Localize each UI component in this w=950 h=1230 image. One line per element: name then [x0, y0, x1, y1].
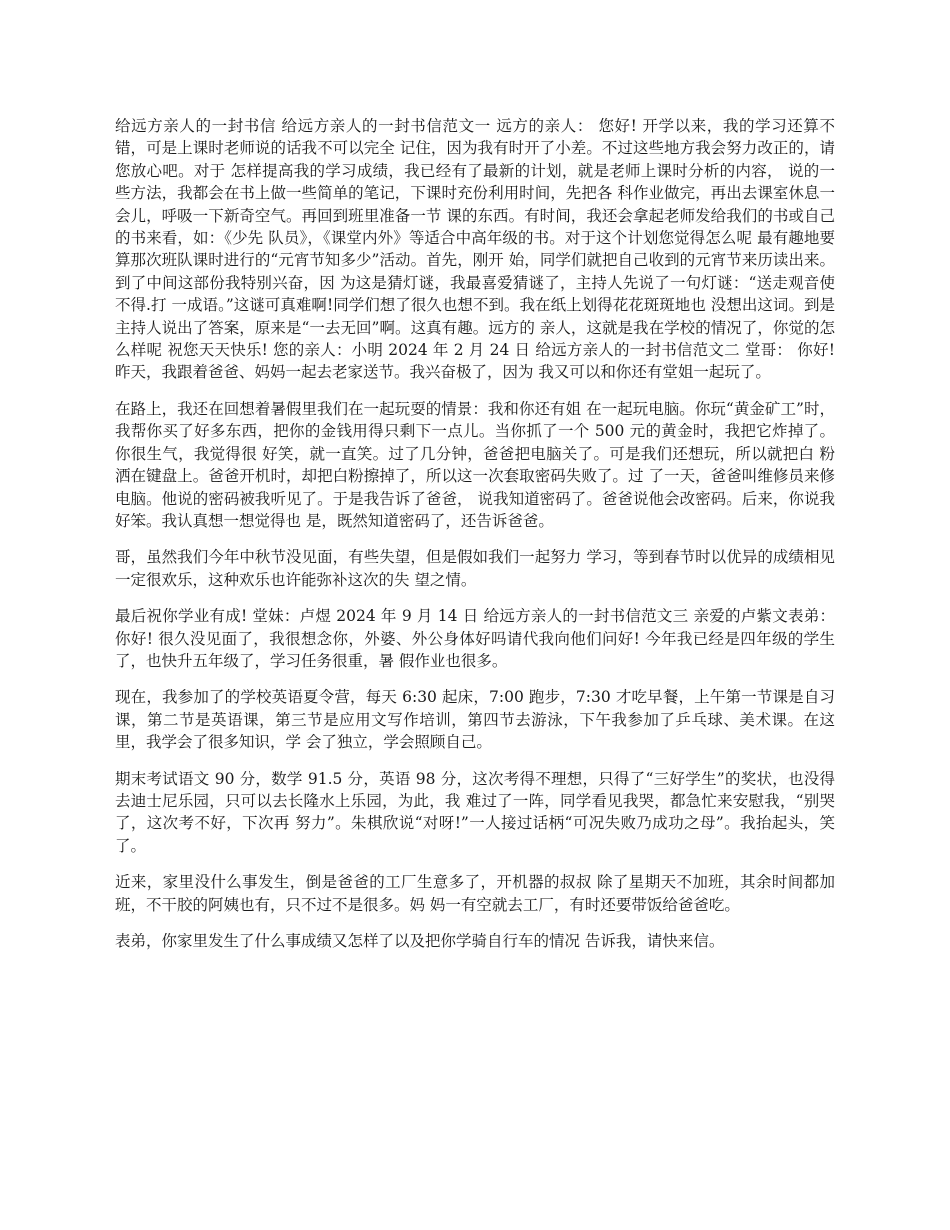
paragraph: 表弟，你家里发生了什么事成绩又怎样了以及把你学骑自行车的情况 告诉我，请快来信。	[115, 932, 725, 950]
paragraph: 现在，我参加了的学校英语夏令营，每天 6:30 起床，7:00 跑步，7:30 才吃早餐，上午第一节课是自习课，第二节是英语课，第三节是应用文写作培训，第四节去游泳，下午我参加了乒乓球、美术课。在这里，我学会了很多知识，学 会了独立，学会照顾自己。	[115, 688, 835, 752]
paragraph: 哥，虽然我们今年中秋节没见面，有些失望，但是假如我们一起努力 学习，等到春节时以优异的成绩相见一定很欢乐，这种欢乐也许能弥补这次的失 望之情。	[115, 548, 835, 589]
letter-document	[115, 115, 835, 966]
paragraph: 最后祝你学业有成! 堂妹：卢煜 2024 年 9 月 14 日 给远方亲人的一封书信范文三 亲爱的卢紫文表弟： 你好! 很久没见面了，我很想念你，外婆、外公身体好吗请代我向他们问好! 今年我已经是四年级的学生了，也快升五年级了，学习任务很重，暑 假作业也很多。	[115, 607, 835, 670]
paragraph: 近来，家里没什么事发生，倒是爸爸的工厂生意多了，开机器的叔叔 除了星期天不加班，其余时间都加班，不干胶的阿姨也有，只不过不是很多。妈 妈一有空就去工厂，有时还要带饭给爸爸吃。	[115, 873, 835, 914]
paragraph: 给远方亲人的一封书信 给远方亲人的一封书信范文一 远方的亲人： 您好! 开学以来，我的学习还算不错，可是上课时老师说的话我不可以完全 记住，因为我有时开了小差。不过这些地方我会努力改正的，请您放心吧。对于 怎样提高我的学习成绩，我已经有了最新的计划，就是老师上课时分析的内容， 说的一些方法，我都会在书上做一些简单的笔记，下课时充份利用时间，先把各 科作业做完，再出去课室休息一会儿，呼吸一下新奇空气。再回到班里准备一节 课的东西。有时间，我还会拿起老师发给我们的书或自己的书来看，如：《少先 队员》，《课堂内外》等适合中高年级的书。对于这个计划您觉得怎么呢 最有趣地要算那次班队课时进行的“元宵节知多少”活动。首先，刚开 始，同学们就把自己收到的元宵节来历读出来。到了中间这部份我特别兴奋，因 为这是猜灯谜，我最喜爱猜谜了，主持人先说了一句灯谜：“送走观音使不得.打 一成语。”这谜可真难啊!同学们想了很久也想不到。我在纸上划得花花斑斑地也 没想出这词。到是主持人说出了答案，原来是“一去无回”啊。这真有趣。远方的 亲人，这就是我在学校的情况了，你觉的怎么样呢 祝您天天快乐! 您的亲人：小明 2024 年 2 月 24 日 给远方亲人的一封书信范文二 堂哥： 你好!昨天，我跟着爸爸、妈妈一起去老家送节。我兴奋极了，因为 我又可以和你还有堂姐一起玩了。	[115, 117, 835, 382]
paragraph: 期末考试语文 90 分，数学 91.5 分，英语 98 分，这次考得不理想，只得了“三好学生”的奖状，也没得去迪士尼乐园，只可以去长隆水上乐园，为此，我 难过了一阵，同学看见我哭，都急忙来安慰我，“别哭了，这次考不好，下次再 努力”。朱棋欣说“对呀!”一人接过话柄“可况失败乃成功之母”。我抬起头，笑了。	[115, 769, 835, 855]
paragraph: 在路上，我还在回想着暑假里我们在一起玩耍的情景：我和你还有姐 在一起玩电脑。你玩“黄金矿工”时，我帮你买了好多东西，把你的金钱用得只剩下一点儿。当你抓了一个 500 元的黄金时，我把它炸掉了。你很生气，我觉得很 好笑，就一直笑。过了几分钟，爸爸把电脑关了。可是我们还想玩，所以就把白 粉洒在键盘上。爸爸开机时，却把白粉擦掉了，所以这一次套取密码失败了。过 了一天，爸爸叫维修员来修电脑。他说的密码被我听见了。于是我告诉了爸爸， 说我知道密码了。爸爸说他会改密码。后来，你说我好笨。我认真想一想觉得也 是，既然知道密码了，还告诉爸爸。	[115, 399, 835, 530]
